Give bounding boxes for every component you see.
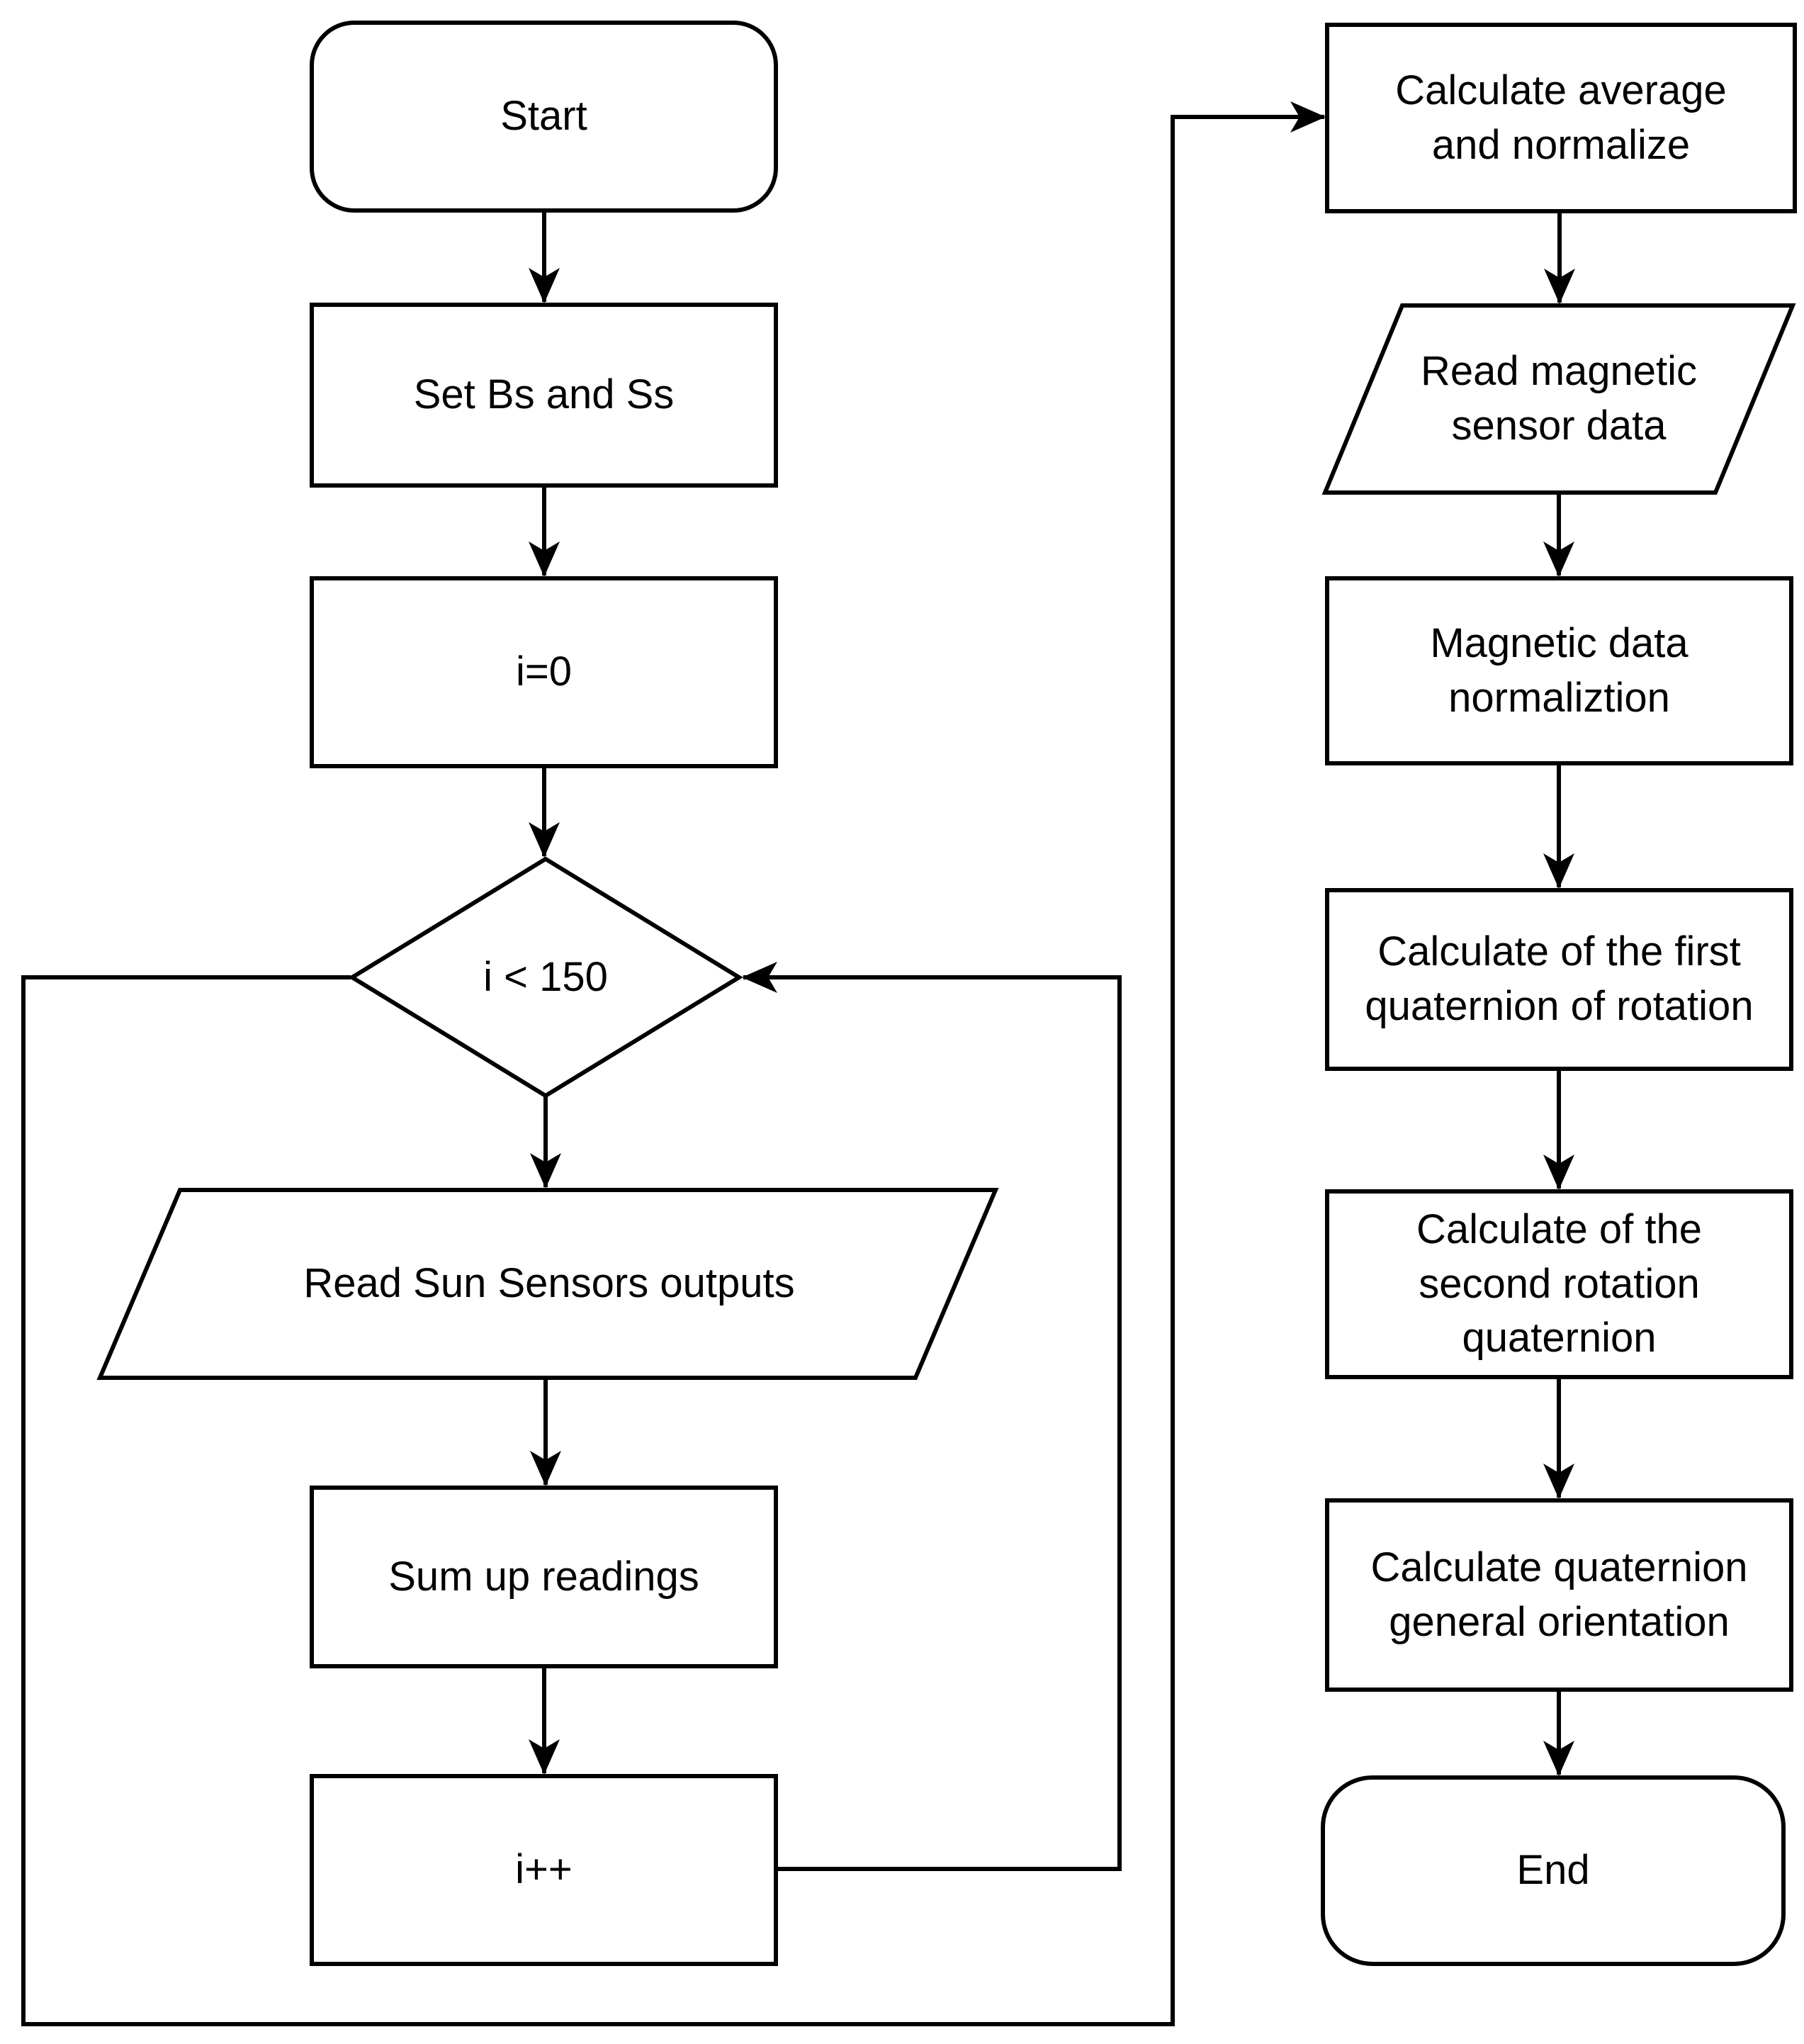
magnetic-normalization-node-shape	[1327, 578, 1791, 763]
general-quaternion-node-label: Calculate quaternion general orientation	[1370, 1544, 1748, 1645]
sum-readings-node-shape	[312, 1488, 776, 1666]
loop-check-node-label: i < 150	[483, 953, 608, 1000]
sum-readings-node-label: Sum up readings	[388, 1553, 699, 1600]
read-magnetic-node-label: Read magnetic sensor data	[1420, 348, 1698, 449]
calc-average-node-label: Calculate average and normalize	[1395, 67, 1727, 168]
first-quaternion-node-label: Calculate of the first quaternion of rotation	[1365, 928, 1754, 1029]
increment-i-node-label: i++	[515, 1846, 573, 1893]
read-sun-sensors-parallelogram-shape	[100, 1190, 996, 1378]
init-i-node-shape	[312, 578, 776, 766]
second-quaternion-node-label: Calculate of the second rotation quaternion	[1416, 1206, 1703, 1361]
arrow-increment-loopback-to-check	[743, 977, 1120, 1869]
loop-check-decision-shape	[352, 859, 739, 1096]
start-node-shape	[312, 23, 776, 210]
first-quaternion-node-shape	[1327, 890, 1791, 1069]
end-node-label: End	[1516, 1847, 1590, 1894]
set-bs-ss-node-label: Set Bs and Ss	[413, 371, 675, 418]
read-magnetic-parallelogram-shape	[1325, 305, 1793, 493]
calc-average-node-shape	[1327, 25, 1795, 211]
general-quaternion-node-shape	[1327, 1500, 1791, 1690]
increment-i-node-shape	[312, 1776, 776, 1964]
read-sun-node-label: Read Sun Sensors outputs	[303, 1260, 795, 1307]
magnetic-normalization-label: Magnetic data normaliztion	[1430, 619, 1689, 721]
second-quaternion-node-shape	[1327, 1191, 1791, 1377]
end-node-shape	[1323, 1778, 1783, 1964]
set-bs-ss-node-shape	[312, 305, 776, 485]
start-node-label: Start	[500, 93, 587, 140]
init-i-node-label: i=0	[515, 648, 572, 695]
